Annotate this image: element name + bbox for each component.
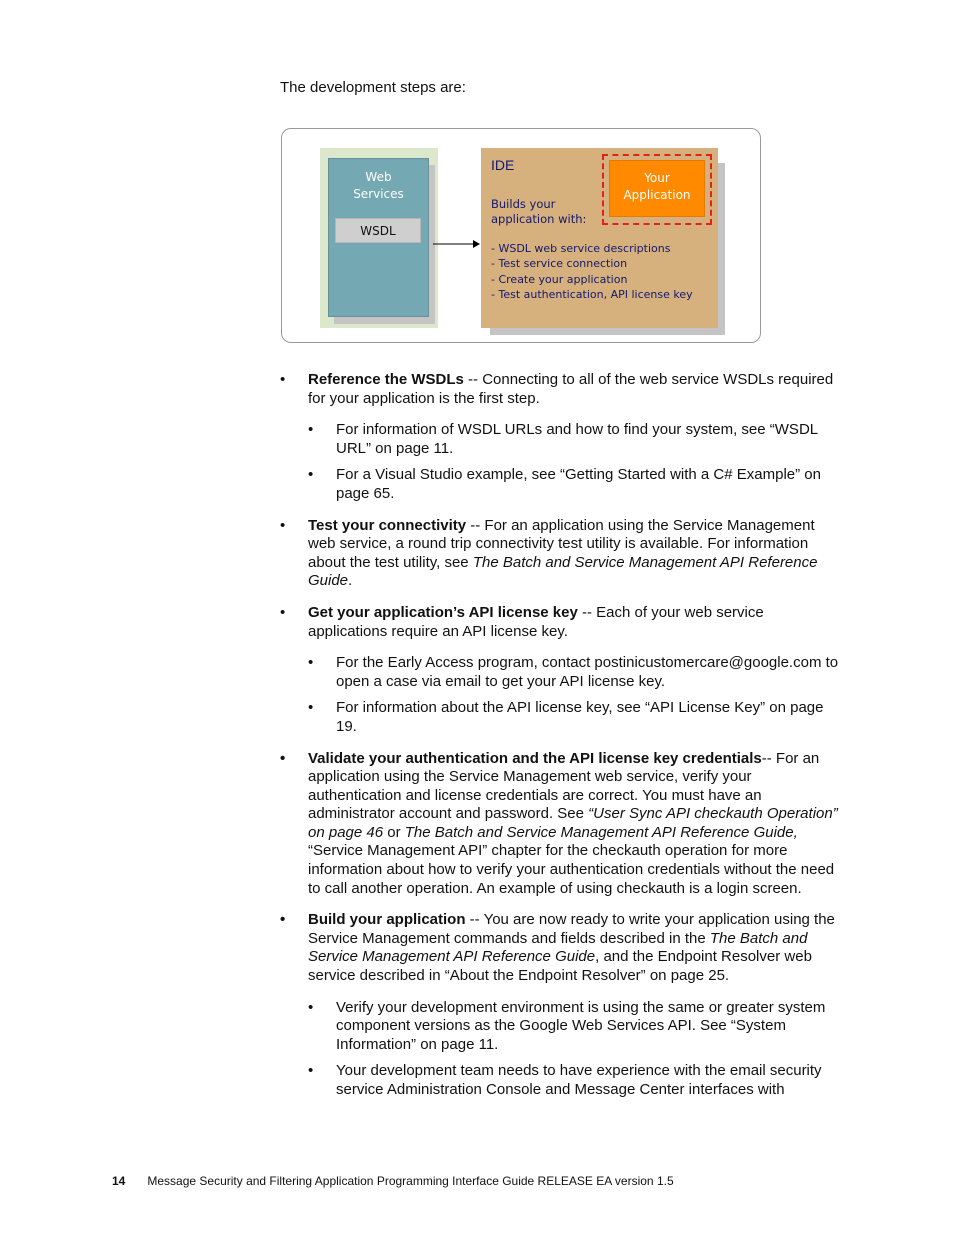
ide-step: - WSDL web service descriptions [491, 242, 671, 255]
arrow-right-icon [431, 237, 481, 251]
ide-step: - Test service connection [491, 257, 628, 271]
list-item: • Build your application -- You are now ready to write your application using the Service Management commands and fields described in the The Batch and Service Management API Reference Guide, and the Endpoint Resolver web service described in “About the Endpoint Resolver” on page 25. [280, 911, 835, 985]
sub-list [280, 999, 840, 1100]
page-footer [112, 1174, 674, 1188]
sub-list [280, 421, 840, 503]
development-diagram [281, 128, 761, 343]
ide-builds-label: Builds your application with: [491, 197, 587, 226]
sub-list-item: • For information about the API license key, see “API License Key” on page 19. [308, 699, 824, 735]
bullet-icon: • [280, 516, 286, 534]
your-application-box: Your Application [609, 160, 705, 217]
document-title: Message Security and Filtering Application Programming Interface Guide RELEASE EA version 1.5 [147, 1174, 674, 1188]
intro-text: The development steps are: [280, 79, 466, 96]
ide-steps-list [491, 241, 693, 302]
sub-list-item: • Verify your development environment is using the same or greater system component versions as the Google Web Services API. See “System Information” on page 11. [308, 998, 826, 1053]
bullet-icon: • [308, 654, 314, 672]
page-number: 14 [112, 1174, 126, 1188]
sub-list-item: • For a Visual Studio example, see “Getting Started with a C# Example” on page 65. [308, 466, 821, 502]
list-item: • Get your application’s API license key -- Each of your web service applications require an API license key. [280, 603, 764, 640]
ide-step: - Create your application [491, 272, 628, 286]
bullet-icon: • [280, 749, 286, 767]
list-item: • Test your connectivity -- For an application using the Service Management web service, a round trip connectivity test utility is available. For information about the test utility, see The Batch and Service Management API Reference Guide. [280, 516, 818, 590]
sub-list [280, 654, 840, 736]
bullet-icon: • [280, 911, 286, 929]
bullet-icon: • [308, 421, 314, 439]
development-steps-list [280, 371, 840, 1113]
bullet-icon: • [308, 466, 314, 484]
sub-list-item: • For the Early Access program, contact postinicustomercare@google.com to open a case via email to get your API license key. [308, 654, 839, 690]
ide-box [481, 148, 718, 328]
item-title: Test your connectivity [308, 516, 467, 534]
ide-title: IDE [491, 157, 515, 173]
item-title: Validate your authentication and the API license key credentials [308, 749, 762, 767]
item-title: Get your application’s API license key [308, 603, 578, 621]
bullet-icon: • [308, 699, 314, 717]
list-item: • Validate your authentication and the API license key credentials-- For an application using the Service Management web service, verify your authentication and license credentials are correct. You must have an administrator account and password. See “User Sync API checkauth Operation” on page 46 or The Batch and Service Management API Reference Guide, “Service Management API” chapter for the checkauth operation for more information about how to verify your authentication credentials without the need to call another operation. An example of using checkauth is a login screen. [280, 749, 838, 897]
list-item: • Reference the WSDLs -- Connecting to all of the web service WSDLs required for your application is the first step. [280, 371, 834, 407]
bullet-icon: • [280, 603, 286, 621]
sub-list-item: • Your development team needs to have experience with the email security service Administration Console and Message Center interfaces with [308, 1062, 822, 1098]
bullet-icon: • [280, 371, 286, 388]
item-title: Reference the WSDLs [308, 371, 464, 388]
web-services-label: Web Services [353, 170, 404, 201]
ide-step: - Test authentication, API license key [491, 287, 693, 301]
bullet-icon: • [308, 1062, 314, 1080]
web-services-box [328, 158, 429, 317]
sub-list-item: • For information of WSDL URLs and how to find your system, see “WSDL URL” on page 11. [308, 421, 818, 457]
item-title: Build your application [308, 911, 466, 929]
bullet-icon: • [308, 998, 314, 1016]
wsdl-box: WSDL [335, 218, 421, 243]
your-application-frame [602, 154, 712, 225]
